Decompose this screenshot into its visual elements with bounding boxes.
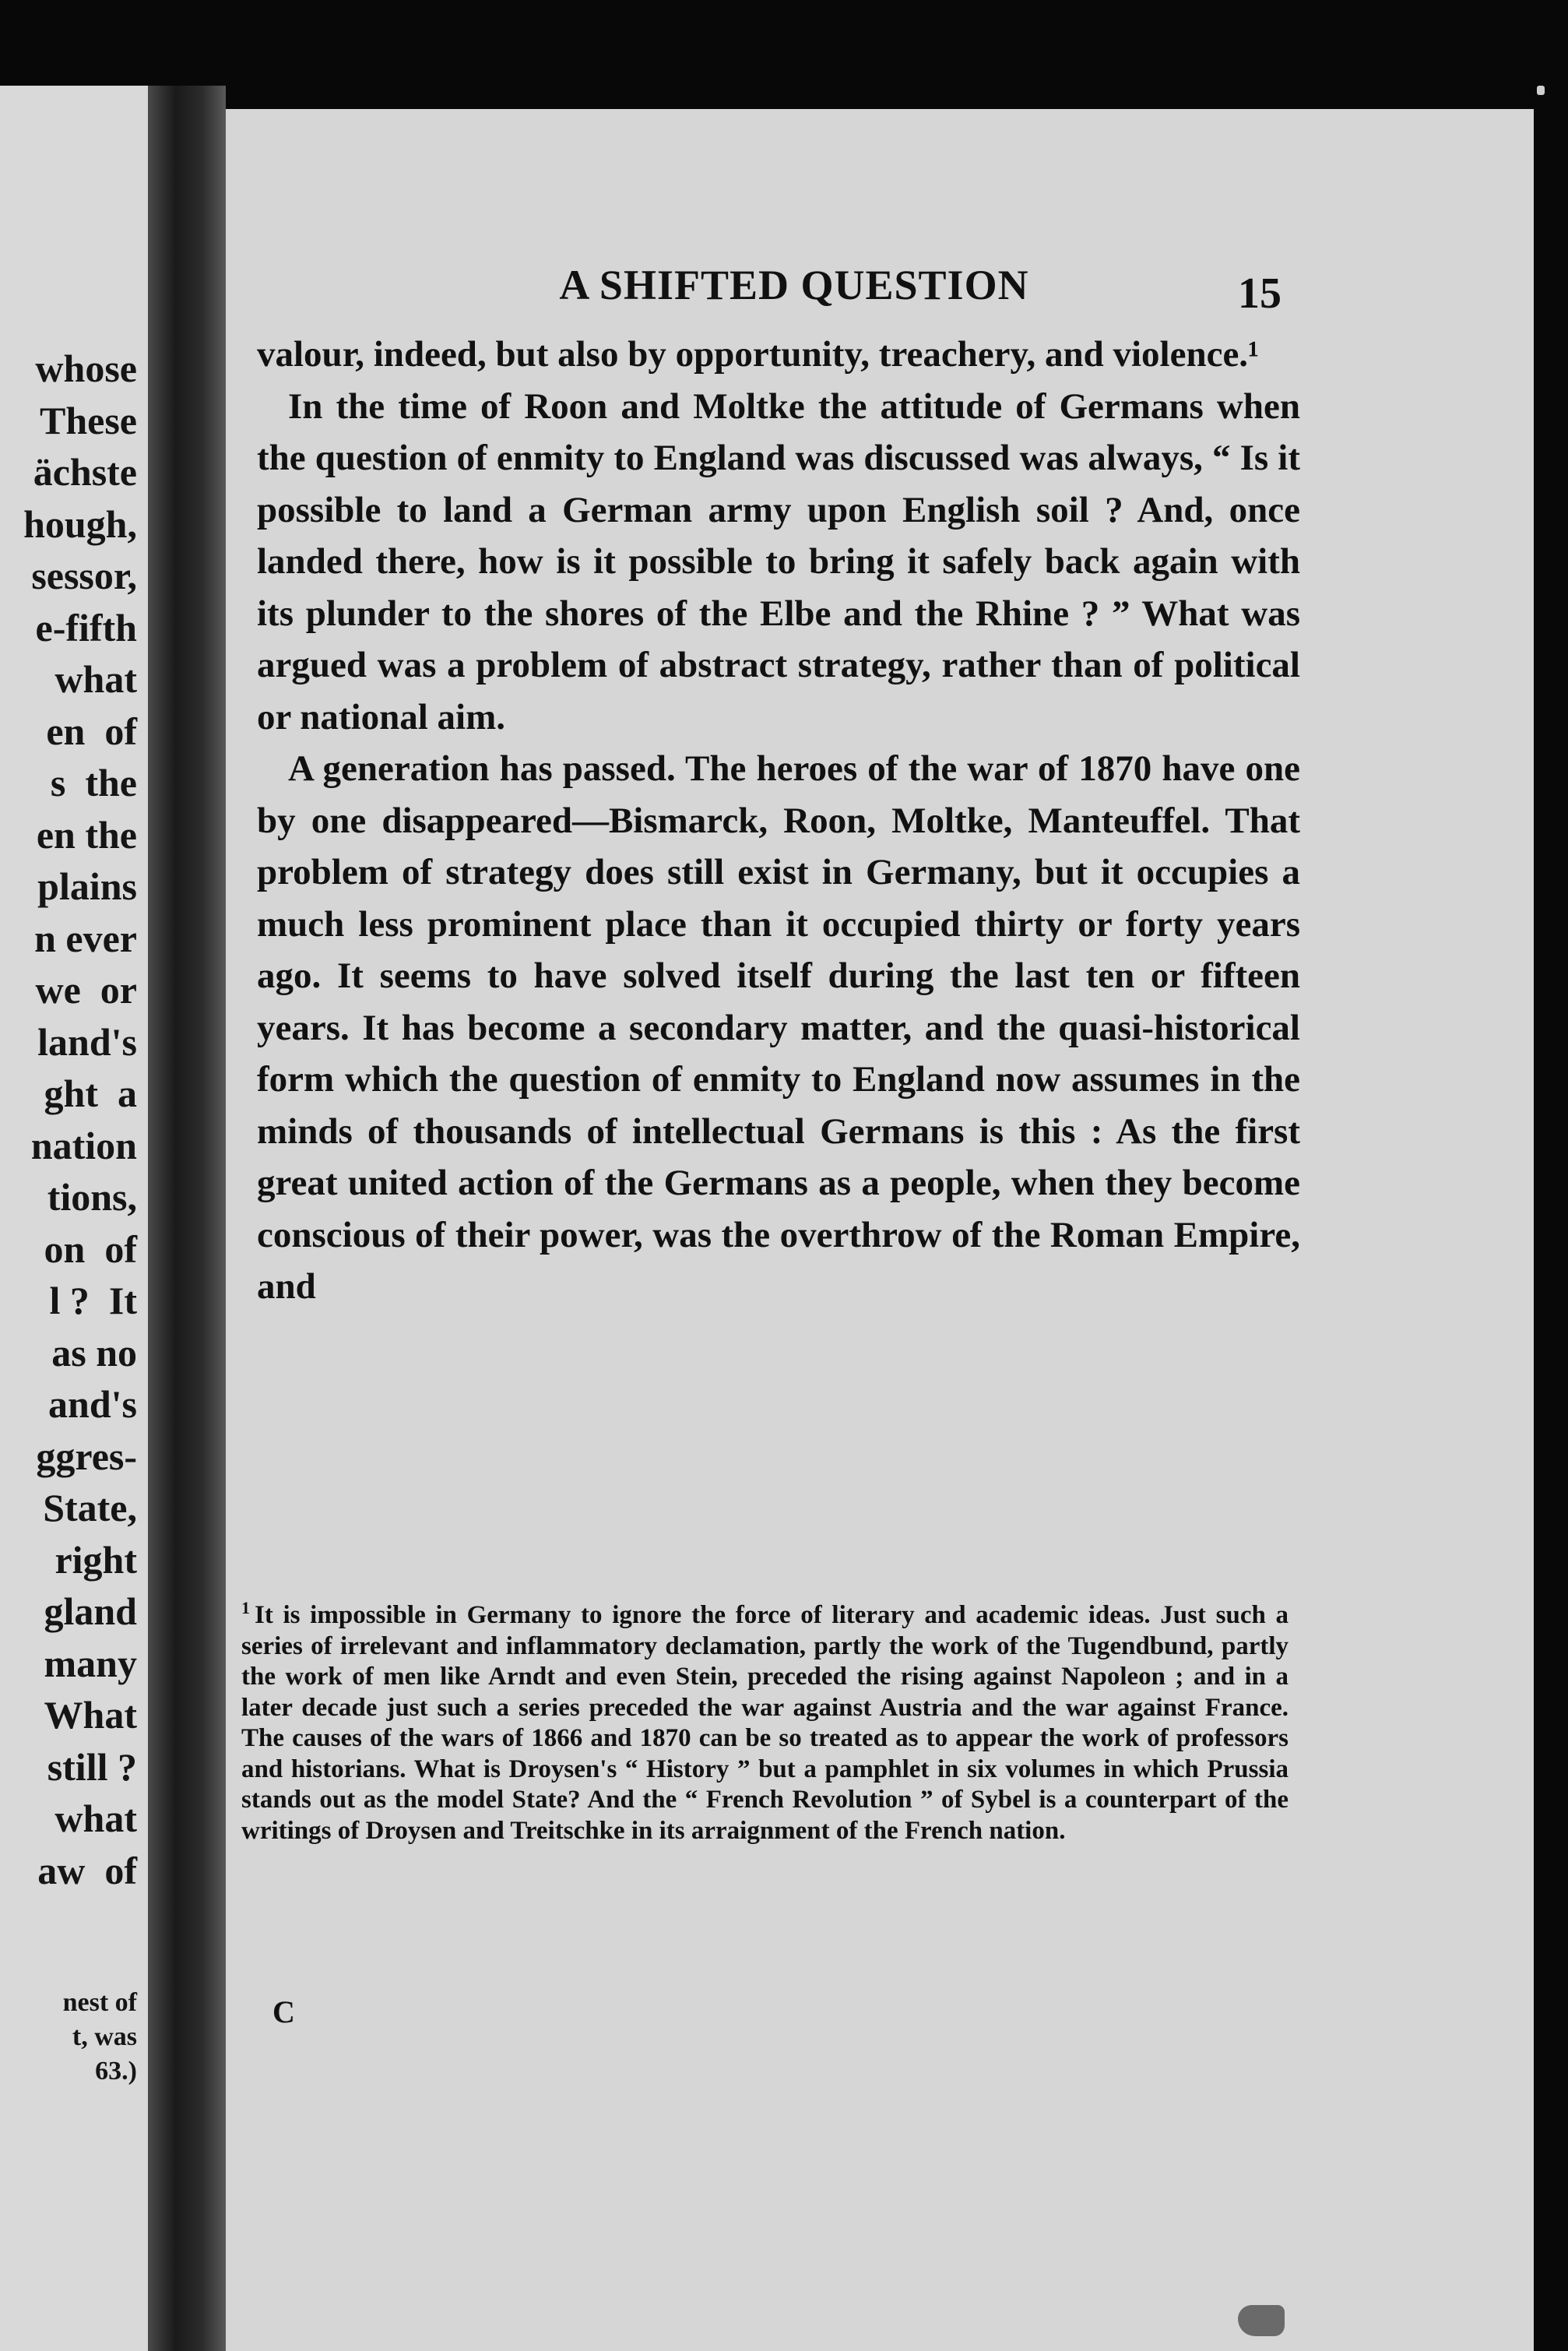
left-page-line: whose: [35, 347, 137, 390]
left-page-line: gland: [44, 1589, 137, 1633]
left-page-line: what: [54, 1797, 137, 1840]
left-page-line: l ? It: [49, 1279, 137, 1322]
left-page-line: still ?: [47, 1744, 137, 1789]
left-footnote-line: t, was: [72, 2022, 137, 2051]
left-page-line: en the: [36, 812, 137, 857]
left-page-line: en of: [46, 709, 137, 753]
left-page-line: What: [44, 1693, 137, 1737]
body-text: [257, 329, 1300, 1313]
signature-mark: C: [272, 1994, 295, 2029]
paragraph-2: In the time of Roon and Moltke the attitude of Germans when the question of enmity to England was discussed was always, “ Is it possible to land a German army upon English soil ? And, once landed there, how is it possible to bring it safely back again with its plunder to the shores of the Elbe and the Rhine ? ” What was argued was a problem of abstract strategy, rather than of political or national aim.: [257, 385, 1300, 737]
paragraph-1: valour, indeed, but also by opportunity, treachery, and violence.¹: [257, 334, 1260, 375]
left-page-line: land's: [37, 1019, 137, 1064]
left-page-line: nation: [30, 1123, 137, 1167]
left-page-line: s the: [50, 761, 137, 804]
left-page-footnote: [63, 1986, 137, 2089]
page-header: [226, 261, 1534, 323]
left-page-line: plains: [37, 864, 137, 908]
left-page-line: ächste: [33, 450, 137, 494]
page-number: 15: [1238, 269, 1281, 318]
left-page-line: what: [54, 657, 137, 701]
left-page-text: [23, 343, 137, 1896]
running-head: A SHIFTED QUESTION: [559, 262, 1029, 308]
left-page-line: many: [44, 1641, 137, 1685]
footnote: [241, 1593, 1289, 1846]
paragraph-3: A generation has passed. The heroes of the war of 1870 have one by one disappeared—Bismarck, Roon, Moltke, Manteuffel. That problem of strategy does still exist in Germany, but it occupies a much less prominent place than it occupied thirty or forty years ago. It seems to have solved itself during the last ten or fifteen years. It has become a secondary matter, and the quasi-historical form which the question of enmity to England now assumes in the minds of thousands of intellectual Germans is this : As the first great united action of the Germans as a people, when they become conscious of their power, was the overthrow of the Roman Empire, and: [257, 748, 1300, 1307]
footnote-text: It is impossible in Germany to ignore the force of literary and academic ideas. Just such a series of irrelevant and inflammatory declamation, partly the work of the Tugendbund, partly the work of men like Arndt and even Stein, preceded the rising against Napoleon ; and in a later decade just such a series preceded the war against Austria and the war against France. The causes of the wars of 1866 and 1870 can be so treated as to appear the work of professors and historians. What is Droysen's “ History ” but a pamphlet in six volumes in which Prussia stands out as the model State? And the “ French Revolution ” of Sybel is a counterpart of the writings of Droysen and Treitschke in its arraignment of the French nation.: [241, 1601, 1289, 1845]
left-page-line: ggres-: [36, 1434, 137, 1478]
left-page-line: right: [54, 1537, 137, 1582]
left-page-line: tions,: [47, 1175, 137, 1219]
left-page-line: as no: [51, 1330, 137, 1374]
left-page-line: State,: [43, 1486, 137, 1529]
left-facing-page: [0, 86, 148, 2351]
left-page-line: sessor,: [31, 554, 137, 597]
book-gutter: [148, 86, 226, 2351]
left-page-line: and's: [48, 1382, 137, 1426]
left-page-line: ght a: [44, 1072, 137, 1115]
left-footnote-line: nest of: [62, 1988, 137, 2017]
scan-blot: [1238, 2305, 1285, 2336]
scan-speck: [1537, 86, 1545, 95]
left-page-line: on of: [44, 1227, 137, 1271]
left-page-line: hough,: [23, 502, 137, 546]
left-page-line: e-fifth: [35, 605, 137, 649]
left-page-line: we or: [35, 968, 137, 1012]
footnote-marker: 1: [241, 1598, 250, 1617]
left-page-line: aw of: [37, 1848, 137, 1892]
left-page-line: These: [40, 398, 137, 442]
left-page-line: n ever: [34, 916, 137, 960]
left-footnote-line: 63.): [95, 2057, 137, 2085]
main-page: [226, 109, 1534, 2351]
